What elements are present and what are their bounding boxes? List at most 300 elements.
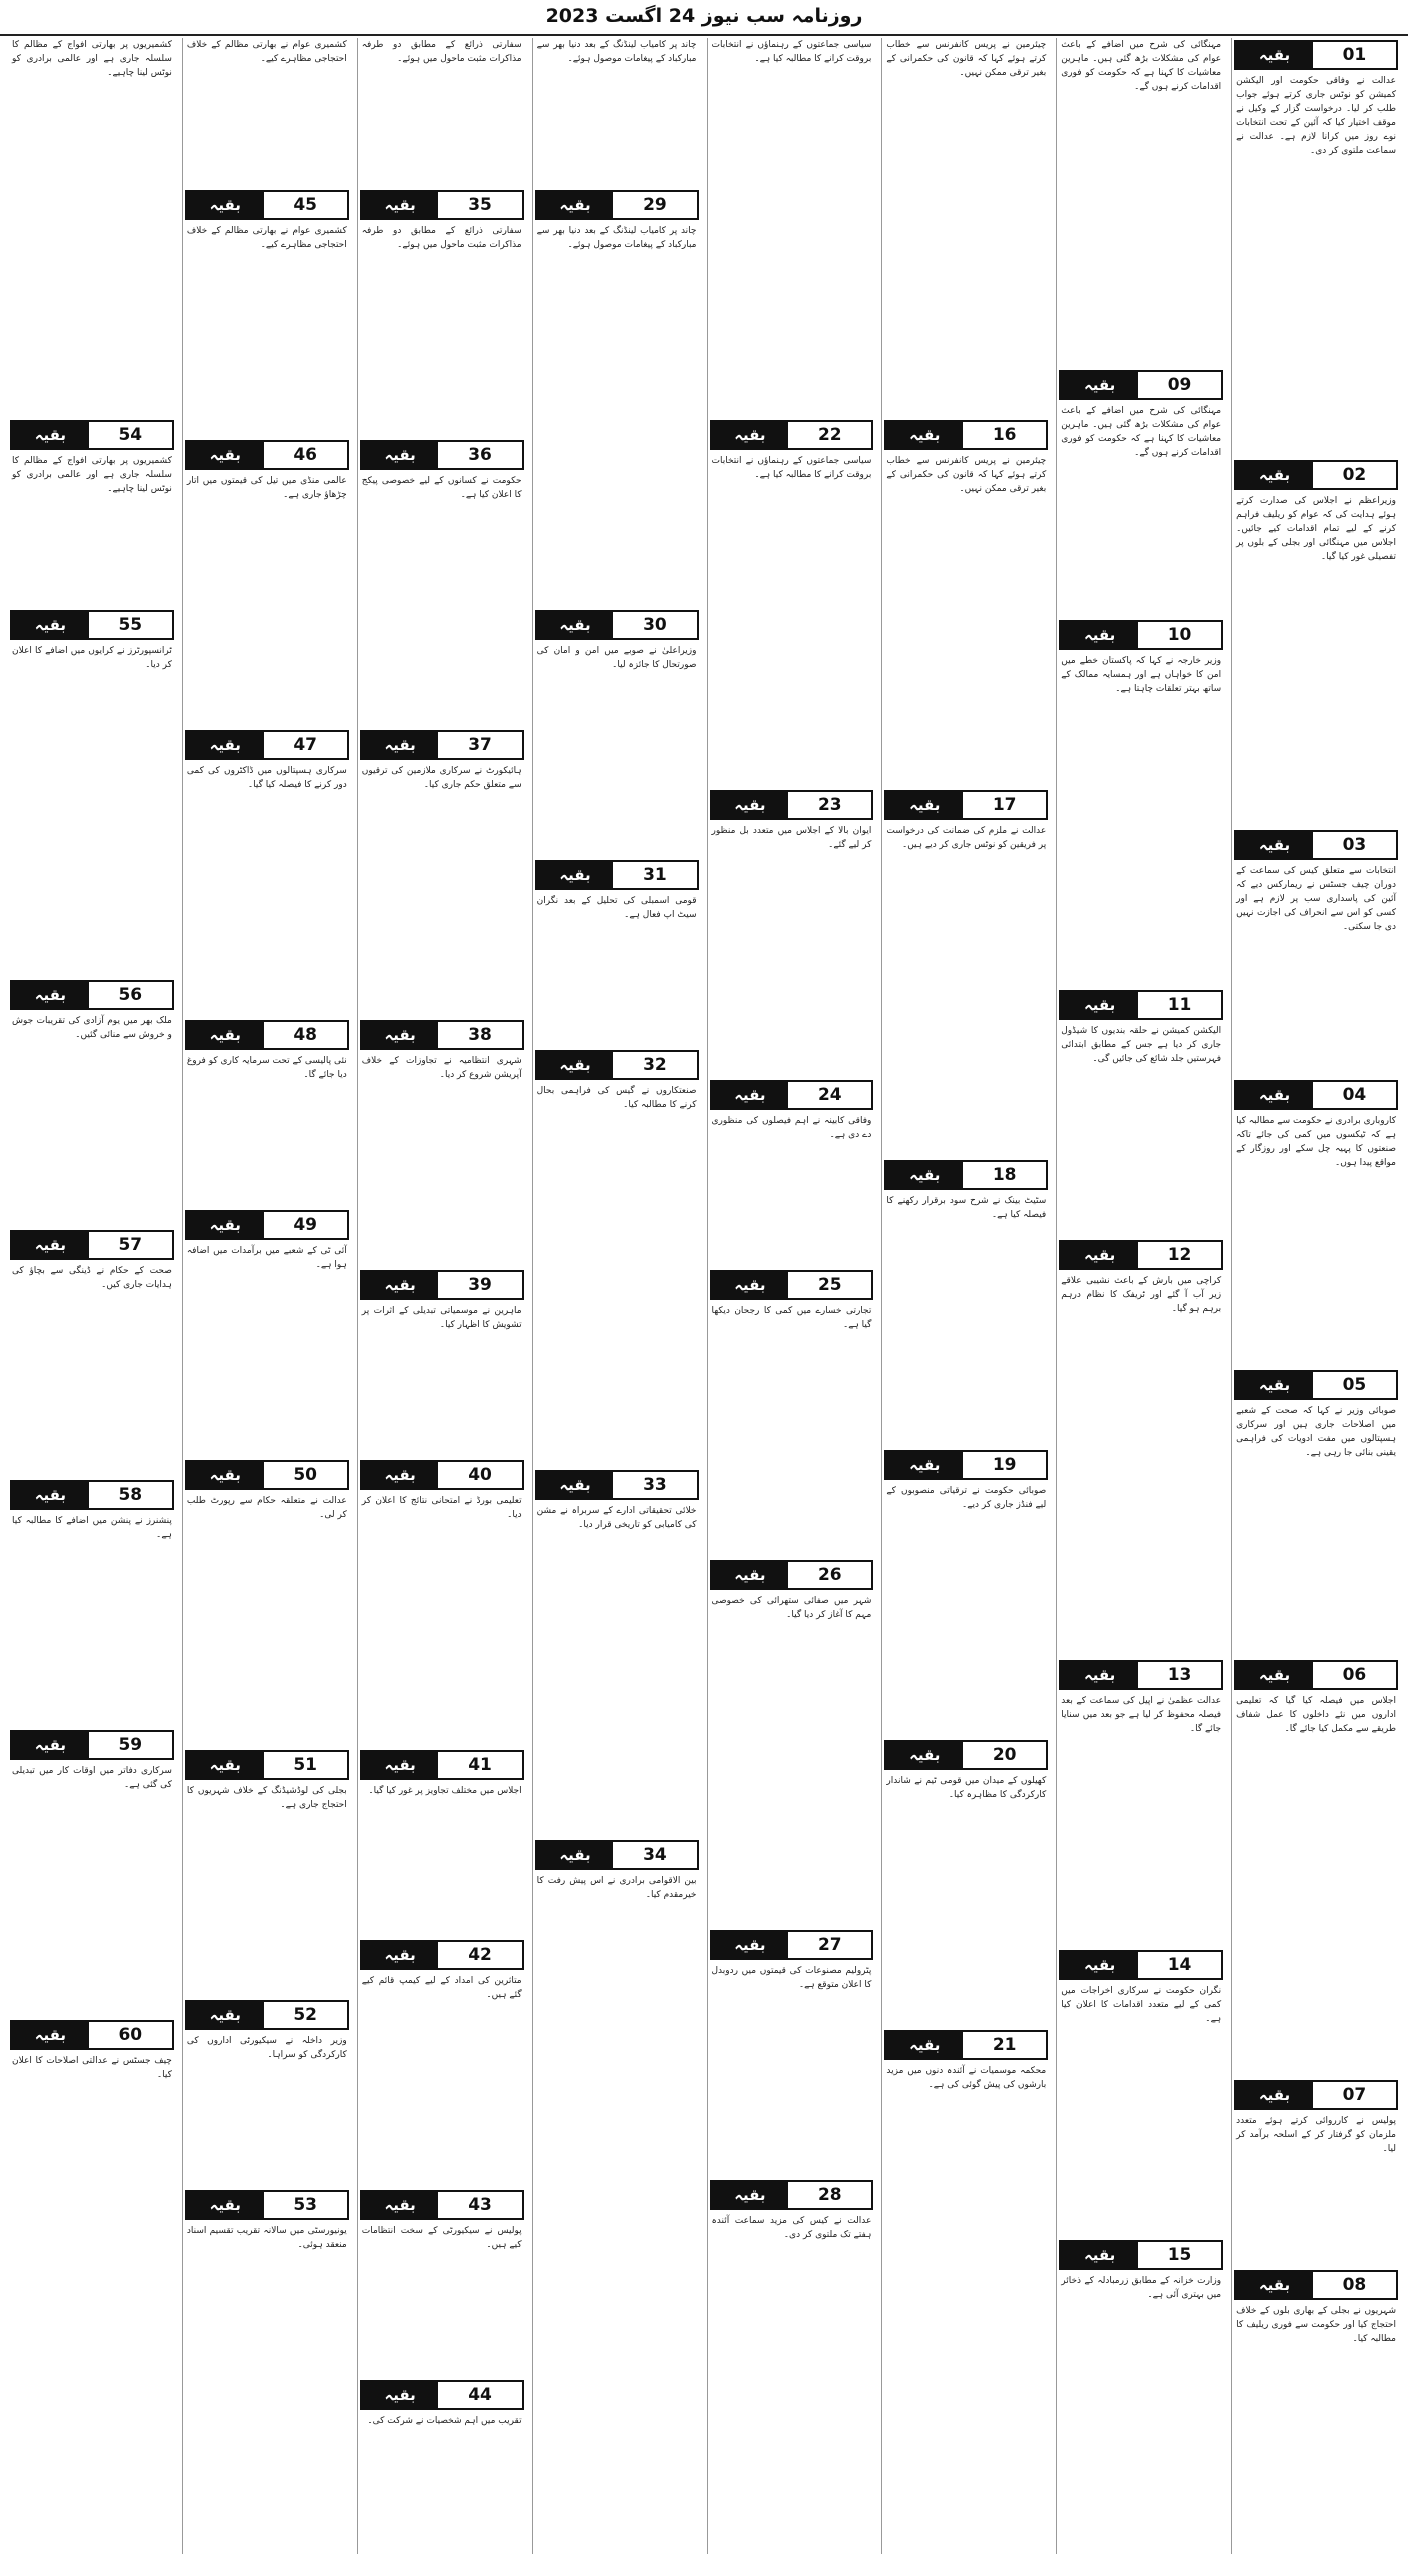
bakiya-label: بقیہ: [1061, 1242, 1138, 1268]
article-text: چاند پر کامیاب لینڈنگ کے بعد دنیا بھر سے مبارکباد کے پیغامات موصول ہوئے۔: [536, 40, 697, 64]
bakiya-label: بقیہ: [362, 1022, 439, 1048]
continuation-number: 53: [264, 2192, 347, 2218]
bakiya-label: بقیہ: [1061, 1662, 1138, 1688]
article-block-24: [708, 1080, 876, 1264]
continuation-number: 01: [1313, 42, 1396, 68]
bakiya-header: [535, 610, 699, 640]
article-block-41: [358, 1750, 526, 1934]
continuation-number: 43: [438, 2192, 521, 2218]
bakiya-header: [710, 420, 874, 450]
bakiya-header: [1059, 1240, 1223, 1270]
bakiya-label: بقیہ: [187, 1022, 264, 1048]
bakiya-header: [360, 2380, 524, 2410]
continuation-number: 56: [89, 982, 172, 1008]
article-text: محکمہ موسمیات نے آئندہ دنوں میں مزید بارشوں کی پیش گوئی کی ہے۔: [886, 2066, 1047, 2090]
bakiya-header: [1059, 2240, 1223, 2270]
bakiya-header: [884, 2030, 1048, 2060]
continuation-number: 21: [963, 2032, 1046, 2058]
bakiya-header: [10, 420, 174, 450]
article-text: وزیراعلیٰ نے صوبے میں امن و امان کی صورتحال کا جائزہ لیا۔: [536, 646, 697, 670]
bakiya-label: بقیہ: [886, 1742, 963, 1768]
article-block-49: [183, 1210, 351, 1454]
bakiya-header: [10, 610, 174, 640]
continuation-number: 41: [438, 1752, 521, 1778]
bakiya-header: [535, 1840, 699, 1870]
article-block-12: [1057, 1240, 1225, 1654]
article-block-57: [8, 1230, 176, 1474]
article-text: کاروباری برادری نے حکومت سے مطالبہ کیا ہے کہ ٹیکسوں میں کمی کی جائے تاکہ صنعتوں کا پہیہ چل سکے اور روزگار کے مواقع پیدا ہوں۔: [1236, 1116, 1396, 1168]
article-block-47: [183, 730, 351, 1014]
bakiya-label: بقیہ: [1236, 1372, 1313, 1398]
article-block-55: [8, 610, 176, 974]
article-block-11: [1057, 990, 1225, 1234]
continuation-number: 08: [1313, 2272, 1396, 2298]
article-text: بین الاقوامی برادری نے اس پیش رفت کا خیرمقدم کیا۔: [536, 1876, 697, 1900]
article-text: سفارتی ذرائع کے مطابق دو طرفہ مذاکرات مثبت ماحول میں ہوئے۔: [361, 40, 522, 64]
article-text: وزیر داخلہ نے سیکیورٹی اداروں کی کارکردگی کو سراہا۔: [186, 2036, 347, 2060]
article-block-53: [183, 2190, 351, 2374]
article-text: کشمیریوں پر بھارتی افواج کے مظالم کا سلسلہ جاری ہے اور عالمی برادری کو نوٹس لینا چاہیے۔: [12, 456, 172, 494]
continuation-number: 28: [788, 2182, 871, 2208]
continuation-number: 13: [1138, 1662, 1221, 1688]
bakiya-header: [360, 1020, 524, 1050]
article-block-05: [1232, 1370, 1400, 1654]
bakiya-header: [360, 1750, 524, 1780]
article-text: پٹرولیم مصنوعات کی قیمتوں میں ردوبدل کا اعلان متوقع ہے۔: [711, 1966, 872, 1990]
bakiya-header: [1234, 460, 1398, 490]
article-text: ایوان بالا کے اجلاس میں متعدد بل منظور کر لیے گئے۔: [711, 826, 872, 850]
bakiya-header: [1059, 1660, 1223, 1690]
article-block-19: [882, 1450, 1050, 1734]
bakiya-header: [1234, 40, 1398, 70]
continuation-number: 23: [788, 792, 871, 818]
article-text: سٹیٹ بینک نے شرح سود برقرار رکھنے کا فیصلہ کیا ہے۔: [886, 1196, 1047, 1220]
bakiya-label: بقیہ: [886, 792, 963, 818]
continuation-number: 31: [613, 862, 696, 888]
article-text: اجلاس میں فیصلہ کیا گیا کہ تعلیمی اداروں میں نئے داخلوں کا عمل شفاف طریقے سے مکمل کیا جائے گا۔: [1236, 1696, 1396, 1734]
bakiya-header: [1234, 2270, 1398, 2300]
article-block-45: [183, 190, 351, 434]
bakiya-header: [360, 1940, 524, 1970]
article-text: انتخابات سے متعلق کیس کی سماعت کے دوران چیف جسٹس نے ریمارکس دیے کہ آئین کی پاسداری سب پر لازم ہے اور کسی کو اس سے انحراف کی اجازت نہیں دی جا سکتی۔: [1236, 866, 1396, 932]
bakiya-header: [710, 1560, 874, 1590]
continuation-number: 19: [963, 1452, 1046, 1478]
bakiya-label: بقیہ: [712, 1082, 789, 1108]
bakiya-label: بقیہ: [362, 1942, 439, 1968]
article-text: عدالت نے کیس کی مزید سماعت آئندہ ہفتے تک ملتوی کر دی۔: [711, 2216, 872, 2240]
article-text: قومی اسمبلی کی تحلیل کے بعد نگران سیٹ اپ فعال ہے۔: [536, 896, 697, 920]
bakiya-header: [1234, 2080, 1398, 2110]
article-block-33: [533, 1470, 701, 1834]
continuation-number: 47: [264, 732, 347, 758]
bakiya-header: [185, 1020, 349, 1050]
bakiya-header: [710, 1270, 874, 1300]
continuation-number: 55: [89, 612, 172, 638]
bakiya-label: بقیہ: [537, 1842, 614, 1868]
page-masthead: روزنامہ سب نیوز 24 اگست 2023: [0, 0, 1408, 36]
bakiya-header: [1059, 370, 1223, 400]
bakiya-header: [185, 2000, 349, 2030]
bakiya-label: بقیہ: [1236, 2082, 1313, 2108]
article-block-16: [882, 420, 1050, 784]
continuation-number: 24: [788, 1082, 871, 1108]
bakiya-header: [10, 1730, 174, 1760]
continuation-number: 17: [963, 792, 1046, 818]
article-block-34: [533, 1840, 701, 2254]
continuation-number: 26: [788, 1562, 871, 1588]
bakiya-header: [185, 190, 349, 220]
bakiya-header: [360, 1270, 524, 1300]
continuation-number: 48: [264, 1022, 347, 1048]
article-block-31: [533, 860, 701, 1044]
article-text: عدالت عظمیٰ نے اپیل کی سماعت کے بعد فیصلہ محفوظ کر لیا ہے جو بعد میں سنایا جائے گا۔: [1061, 1696, 1222, 1734]
bakiya-label: بقیہ: [12, 1232, 89, 1258]
continuation-number: 06: [1313, 1662, 1396, 1688]
bakiya-label: بقیہ: [886, 1452, 963, 1478]
article-text: مہنگائی کی شرح میں اضافے کے باعث عوام کی مشکلات بڑھ گئی ہیں۔ ماہرین معاشیات کا کہنا ہے کہ حکومت کو فوری اقدامات کرنے ہوں گے۔: [1061, 40, 1222, 92]
article-text: سرکاری ہسپتالوں میں ڈاکٹروں کی کمی دور کرنے کا فیصلہ کیا گیا۔: [186, 766, 347, 790]
article-text: کراچی میں بارش کے باعث نشیبی علاقے زیر آب آ گئے اور ٹریفک کا نظام درہم برہم ہو گیا۔: [1061, 1276, 1222, 1314]
continuation-number: 14: [1138, 1952, 1221, 1978]
column-4: [707, 38, 876, 2554]
bakiya-label: بقیہ: [712, 1932, 789, 1958]
bakiya-label: بقیہ: [187, 1752, 264, 1778]
article-block-36: [358, 440, 526, 724]
bakiya-label: بقیہ: [12, 2022, 89, 2048]
continuation-number: 11: [1138, 992, 1221, 1018]
bakiya-label: بقیہ: [12, 982, 89, 1008]
bakiya-header: [884, 1740, 1048, 1770]
article-text: سفارتی ذرائع کے مطابق دو طرفہ مذاکرات مثبت ماحول میں ہوئے۔: [361, 226, 522, 250]
bakiya-label: بقیہ: [886, 1162, 963, 1188]
continuation-number: 22: [788, 422, 871, 448]
bakiya-header: [884, 1160, 1048, 1190]
article-text: پولیس نے سیکیورٹی کے سخت انتظامات کیے ہیں۔: [361, 2226, 522, 2250]
bakiya-label: بقیہ: [537, 862, 614, 888]
columns-container: [8, 38, 1400, 2554]
bakiya-label: بقیہ: [537, 1052, 614, 1078]
continuation-number: 39: [438, 1272, 521, 1298]
bakiya-label: بقیہ: [362, 2192, 439, 2218]
article-block-50: [183, 1460, 351, 1744]
article-text: نگران حکومت نے سرکاری اخراجات میں کمی کے لیے متعدد اقدامات کا اعلان کیا ہے۔: [1061, 1986, 1222, 2024]
continuation-number: 18: [963, 1162, 1046, 1188]
bakiya-header: [10, 1480, 174, 1510]
bakiya-header: [535, 190, 699, 220]
article-text: خلائی تحقیقاتی ادارے کے سربراہ نے مشن کی کامیابی کو تاریخی قرار دیا۔: [536, 1506, 697, 1530]
article-text: چیئرمین نے پریس کانفرنس سے خطاب کرتے ہوئے کہا کہ قانون کی حکمرانی کے بغیر ترقی ممکن نہیں۔: [886, 40, 1047, 78]
article-block-39: [358, 1270, 526, 1454]
bakiya-header: [1234, 1370, 1398, 1400]
article-text: وفاقی کابینہ نے اہم فیصلوں کی منظوری دے دی ہے۔: [711, 1116, 872, 1140]
continuation-number: 30: [613, 612, 696, 638]
article-block-14: [1057, 1950, 1225, 2234]
article-text: شہری انتظامیہ نے تجاوزات کے خلاف آپریشن شروع کر دیا۔: [361, 1056, 522, 1080]
bakiya-label: بقیہ: [187, 2002, 264, 2028]
continuation-number: 15: [1138, 2242, 1221, 2268]
continuation-number: 50: [264, 1462, 347, 1488]
bakiya-label: بقیہ: [1236, 1662, 1313, 1688]
article-block-32: [533, 1050, 701, 1464]
continuation-number: 59: [89, 1732, 172, 1758]
article-text: عالمی منڈی میں تیل کی قیمتوں میں اتار چڑھاؤ جاری ہے۔: [186, 476, 347, 500]
bakiya-header: [360, 1460, 524, 1490]
article-block-30: [533, 610, 701, 854]
bakiya-header: [10, 980, 174, 1010]
article-text: تقریب میں اہم شخصیات نے شرکت کی۔: [367, 2416, 522, 2426]
bakiya-label: بقیہ: [362, 1462, 439, 1488]
article-block-54: [8, 420, 176, 604]
article-text: یونیورسٹی میں سالانہ تقریب تقسیم اسناد منعقد ہوئی۔: [186, 2226, 347, 2250]
bakiya-label: بقیہ: [1236, 42, 1313, 68]
bakiya-label: بقیہ: [537, 612, 614, 638]
article-text: چاند پر کامیاب لینڈنگ کے بعد دنیا بھر سے مبارکباد کے پیغامات موصول ہوئے۔: [536, 226, 697, 250]
continuation-number: 12: [1138, 1242, 1221, 1268]
continuation-number: 49: [264, 1212, 347, 1238]
article-block-15: [1057, 2240, 1225, 2424]
bakiya-header: [185, 730, 349, 760]
article-block-40: [358, 1460, 526, 1744]
article-block-18: [882, 1160, 1050, 1444]
bakiya-header: [710, 1080, 874, 1110]
article-text: شہر میں صفائی ستھرائی کی خصوصی مہم کا آغاز کر دیا گیا۔: [711, 1596, 872, 1620]
article-block-23: [708, 790, 876, 1074]
bakiya-label: بقیہ: [362, 2382, 439, 2408]
article-text: عدالت نے متعلقہ حکام سے رپورٹ طلب کر لی۔: [186, 1496, 347, 1520]
article-text: حکومت نے کسانوں کے لیے خصوصی پیکج کا اعلان کیا ہے۔: [361, 476, 522, 500]
bakiya-header: [884, 790, 1048, 820]
bakiya-header: [884, 420, 1048, 450]
bakiya-header: [1234, 830, 1398, 860]
article-block-43: [358, 2190, 526, 2374]
bakiya-label: بقیہ: [1061, 1952, 1138, 1978]
bakiya-header: [884, 1450, 1048, 1480]
column-5: [532, 38, 701, 2554]
continuation-number: 35: [438, 192, 521, 218]
article-block-01: [1232, 40, 1400, 454]
article-text: ملک بھر میں یوم آزادی کی تقریبات جوش و خروش سے منائی گئیں۔: [12, 1016, 172, 1040]
article-text: صحت کے حکام نے ڈینگی سے بچاؤ کی ہدایات جاری کیں۔: [12, 1266, 172, 1290]
article-block-27: [708, 1930, 876, 2174]
article-text: مہنگائی کی شرح میں اضافے کے باعث عوام کی مشکلات بڑھ گئی ہیں۔ ماہرین معاشیات کا کہنا ہے کہ حکومت کو فوری اقدامات کرنے ہوں گے۔: [1061, 406, 1222, 458]
article-text: تجارتی خسارے میں کمی کا رجحان دیکھا گیا ہے۔: [711, 1306, 872, 1330]
article-block-21: [882, 2030, 1050, 2214]
bakiya-header: [360, 440, 524, 470]
bakiya-label: بقیہ: [362, 442, 439, 468]
article-text: متاثرین کی امداد کے لیے کیمپ قائم کیے گئے ہیں۔: [361, 1976, 522, 2000]
bakiya-label: بقیہ: [712, 422, 789, 448]
bakiya-label: بقیہ: [1061, 372, 1138, 398]
article-block-37: [358, 730, 526, 1014]
continuation-number: 27: [788, 1932, 871, 1958]
bakiya-label: بقیہ: [187, 732, 264, 758]
continuation-number: 07: [1313, 2082, 1396, 2108]
bakiya-label: بقیہ: [712, 1272, 789, 1298]
bakiya-header: [1059, 1950, 1223, 1980]
bakiya-label: بقیہ: [12, 1482, 89, 1508]
bakiya-header: [360, 190, 524, 220]
continuation-number: 57: [89, 1232, 172, 1258]
continuation-number: 05: [1313, 1372, 1396, 1398]
article-text: تعلیمی بورڈ نے امتحانی نتائج کا اعلان کر دیا۔: [361, 1496, 522, 1520]
article-block-42: [358, 1940, 526, 2184]
bakiya-label: بقیہ: [712, 2182, 789, 2208]
continuation-number: 38: [438, 1022, 521, 1048]
continuation-number: 37: [438, 732, 521, 758]
article-text: کشمیری عوام نے بھارتی مظالم کے خلاف احتجاجی مظاہرے کیے۔: [186, 226, 347, 250]
continuation-number: 42: [438, 1942, 521, 1968]
article-text: سیاسی جماعتوں کے رہنماؤں نے انتخابات بروقت کرانے کا مطالبہ کیا ہے۔: [711, 456, 872, 480]
bakiya-label: بقیہ: [712, 1562, 789, 1588]
article-text: صنعتکاروں نے گیس کی فراہمی بحال کرنے کا مطالبہ کیا۔: [536, 1086, 697, 1110]
article-text: پنشنرز نے پنشن میں اضافے کا مطالبہ کیا ہے۔: [12, 1516, 172, 1540]
bakiya-header: [10, 2020, 174, 2050]
continuation-number: 10: [1138, 622, 1221, 648]
bakiya-label: بقیہ: [12, 422, 89, 448]
bakiya-header: [535, 860, 699, 890]
bakiya-header: [1059, 990, 1223, 1020]
article-block-20: [882, 1740, 1050, 2024]
article-block-04: [1232, 1080, 1400, 1364]
article-block-59: [8, 1730, 176, 2014]
column-6: [357, 38, 526, 2554]
article-text: شہریوں نے بجلی کے بھاری بلوں کے خلاف احتجاج کیا اور حکومت سے فوری ریلیف کا مطالبہ کیا۔: [1236, 2306, 1396, 2344]
article-text: کھیلوں کے میدان میں قومی ٹیم نے شاندار کارکردگی کا مظاہرہ کیا۔: [886, 1776, 1047, 1800]
bakiya-label: بقیہ: [712, 792, 789, 818]
continuation-number: 03: [1313, 832, 1396, 858]
bakiya-label: بقیہ: [187, 442, 264, 468]
article-block-60: [8, 2020, 176, 2384]
bakiya-label: بقیہ: [362, 1272, 439, 1298]
article-text: سیاسی جماعتوں کے رہنماؤں نے انتخابات بروقت کرانے کا مطالبہ کیا ہے۔: [711, 40, 872, 64]
article-text: ماہرین نے موسمیاتی تبدیلی کے اثرات پر تشویش کا اظہار کیا۔: [361, 1306, 522, 1330]
article-text: عدالت نے ملزم کی ضمانت کی درخواست پر فریقین کو نوٹس جاری کر دیے ہیں۔: [886, 826, 1047, 850]
bakiya-label: بقیہ: [1236, 832, 1313, 858]
article-block-08: [1232, 2270, 1400, 2514]
bakiya-label: بقیہ: [886, 2032, 963, 2058]
continuation-number: 16: [963, 422, 1046, 448]
bakiya-label: بقیہ: [362, 192, 439, 218]
bakiya-header: [1059, 620, 1223, 650]
bakiya-label: بقیہ: [12, 1732, 89, 1758]
bakiya-label: بقیہ: [1061, 622, 1138, 648]
article-block-52: [183, 2000, 351, 2184]
article-text: نئی پالیسی کے تحت سرمایہ کاری کو فروغ دیا جائے گا۔: [186, 1056, 347, 1080]
article-block-03: [1232, 830, 1400, 1074]
article-block-29: [533, 190, 701, 604]
bakiya-header: [185, 1750, 349, 1780]
continuation-number: 60: [89, 2022, 172, 2048]
continuation-number: 51: [264, 1752, 347, 1778]
column-2: [1056, 38, 1225, 2554]
article-text: پولیس نے کارروائی کرتے ہوئے متعدد ملزمان کو گرفتار کر کے اسلحہ برآمد کر لیا۔: [1236, 2116, 1396, 2154]
bakiya-label: بقیہ: [537, 192, 614, 218]
continuation-number: 32: [613, 1052, 696, 1078]
article-block-22: [708, 420, 876, 784]
article-text: آئی ٹی کے شعبے میں برآمدات میں اضافہ ہوا ہے۔: [186, 1246, 347, 1270]
article-block-09: [1057, 370, 1225, 614]
bakiya-label: بقیہ: [187, 1212, 264, 1238]
article-block-58: [8, 1480, 176, 1724]
bakiya-label: بقیہ: [362, 732, 439, 758]
continuation-number: 40: [438, 1462, 521, 1488]
article-block-13: [1057, 1660, 1225, 1944]
article-block-10: [1057, 620, 1225, 984]
bakiya-header: [360, 2190, 524, 2220]
continuation-number: 45: [264, 192, 347, 218]
continuation-number: 20: [963, 1742, 1046, 1768]
article-text: سرکاری دفاتر میں اوقات کار میں تبدیلی کی گئی ہے۔: [12, 1766, 172, 1790]
bakiya-label: بقیہ: [886, 422, 963, 448]
bakiya-label: بقیہ: [537, 1472, 614, 1498]
article-block-46: [183, 440, 351, 724]
continuation-number: 04: [1313, 1082, 1396, 1108]
bakiya-header: [185, 2190, 349, 2220]
bakiya-label: بقیہ: [12, 612, 89, 638]
column-1: [1231, 38, 1400, 2554]
continuation-number: 54: [89, 422, 172, 448]
bakiya-label: بقیہ: [362, 1752, 439, 1778]
article-block-56: [8, 980, 176, 1224]
bakiya-header: [360, 730, 524, 760]
bakiya-header: [535, 1050, 699, 1080]
article-text: کشمیری عوام نے بھارتی مظالم کے خلاف احتجاجی مظاہرے کیے۔: [186, 40, 347, 64]
bakiya-header: [1234, 1660, 1398, 1690]
bakiya-label: بقیہ: [187, 1462, 264, 1488]
bakiya-header: [10, 1230, 174, 1260]
article-text: وزیراعظم نے اجلاس کی صدارت کرتے ہوئے ہدایت کی کہ عوام کو ریلیف فراہم کرنے کے لیے تمام اقدامات کیے جائیں۔ اجلاس میں مہنگائی اور بجلی کے بلوں پر تفصیلی غور کیا گیا۔: [1236, 496, 1396, 562]
article-block-48: [183, 1020, 351, 1204]
article-block-17: [882, 790, 1050, 1154]
continuation-number: 33: [613, 1472, 696, 1498]
article-text: اجلاس میں مختلف تجاویز پر غور کیا گیا۔: [368, 1786, 522, 1796]
continuation-number: 02: [1313, 462, 1396, 488]
article-block-38: [358, 1020, 526, 1264]
bakiya-label: بقیہ: [1061, 992, 1138, 1018]
bakiya-header: [1234, 1080, 1398, 1110]
continuation-number: 29: [613, 192, 696, 218]
continuation-number: 36: [438, 442, 521, 468]
continuation-number: 44: [438, 2382, 521, 2408]
column-8: [8, 38, 176, 2554]
article-block-25: [708, 1270, 876, 1554]
continuation-number: 58: [89, 1482, 172, 1508]
bakiya-header: [710, 790, 874, 820]
continuation-number: 25: [788, 1272, 871, 1298]
article-text: بجلی کی لوڈشیڈنگ کے خلاف شہریوں کا احتجاج جاری ہے۔: [186, 1786, 347, 1810]
article-text: کشمیریوں پر بھارتی افواج کے مظالم کا سلسلہ جاری ہے اور عالمی برادری کو نوٹس لینا چاہیے۔: [12, 40, 172, 78]
article-block-26: [708, 1560, 876, 1924]
column-3: [881, 38, 1050, 2554]
article-text: وزیر خارجہ نے کہا کہ پاکستان خطے میں امن کا خواہاں ہے اور ہمسایہ ممالک کے ساتھ بہتر تعلقات چاہتا ہے۔: [1061, 656, 1222, 694]
article-text: صوبائی حکومت نے ترقیاتی منصوبوں کے لیے فنڈز جاری کر دیے۔: [886, 1486, 1047, 1510]
article-text: صوبائی وزیر نے کہا کہ صحت کے شعبے میں اصلاحات جاری ہیں اور سرکاری ہسپتالوں میں مفت ادویات کی فراہمی یقینی بنائی جا رہی ہے۔: [1236, 1406, 1396, 1458]
article-text: عدالت نے وفاقی حکومت اور الیکشن کمیشن کو نوٹس جاری کرتے ہوئے جواب طلب کر لیا۔ درخواست گزار کے وکیل نے موقف اختیار کیا کہ آئین کے تحت انتخابات نوے روز میں کرانا لازم ہے۔ عدالت نے سماعت ملتوی کر دی۔: [1236, 76, 1396, 156]
continuation-number: 34: [613, 1842, 696, 1868]
bakiya-label: بقیہ: [1061, 2242, 1138, 2268]
article-block-35: [358, 190, 526, 434]
article-text: چیف جسٹس نے عدالتی اصلاحات کا اعلان کیا۔: [12, 2056, 172, 2080]
bakiya-header: [185, 1210, 349, 1240]
bakiya-label: بقیہ: [1236, 2272, 1313, 2298]
article-text: چیئرمین نے پریس کانفرنس سے خطاب کرتے ہوئے کہا کہ قانون کی حکمرانی کے بغیر ترقی ممکن نہیں۔: [886, 456, 1047, 494]
continuation-number: 46: [264, 442, 347, 468]
article-text: ٹرانسپورٹرز نے کرایوں میں اضافے کا اعلان کر دیا۔: [12, 646, 172, 670]
article-text: وزارت خزانہ کے مطابق زرمبادلہ کے ذخائر میں بہتری آئی ہے۔: [1061, 2276, 1222, 2300]
bakiya-header: [185, 440, 349, 470]
bakiya-label: بقیہ: [1236, 1082, 1313, 1108]
bakiya-header: [710, 1930, 874, 1960]
